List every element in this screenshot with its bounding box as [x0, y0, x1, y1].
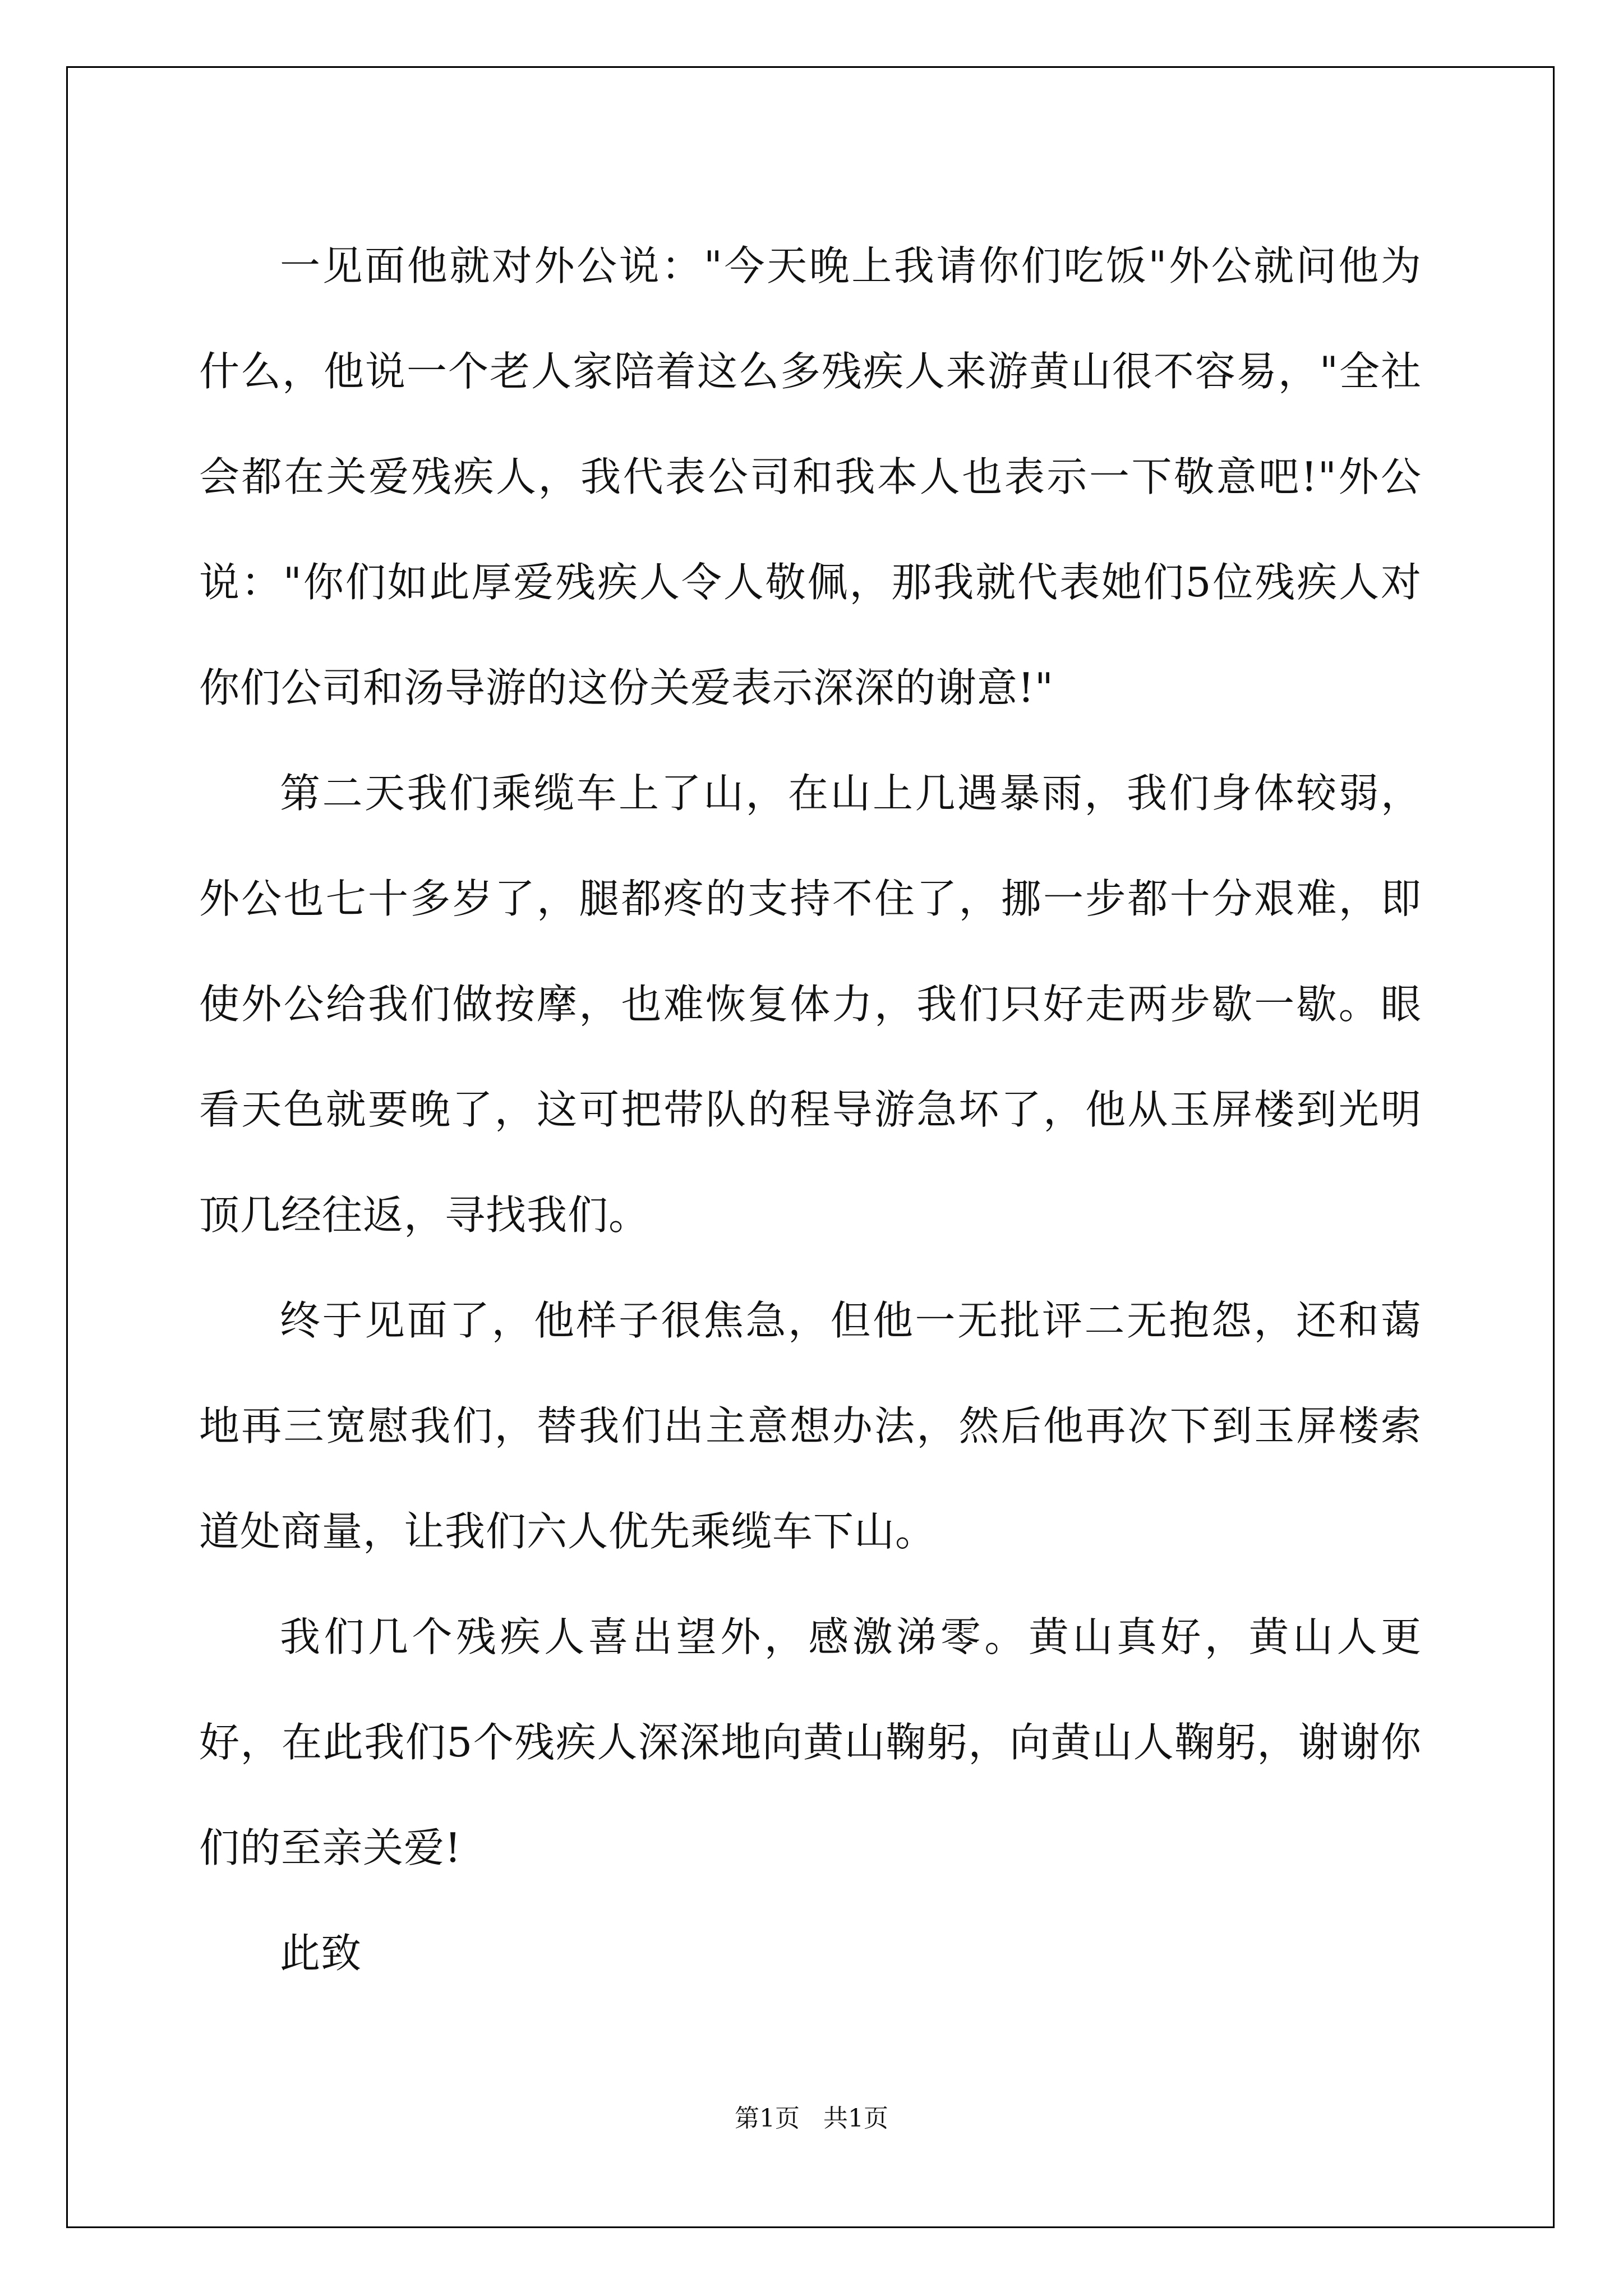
letter-body	[199, 213, 1422, 2006]
paragraph-2: 第二天我们乘缆车上了山，在山上几遇暴雨，我们身体较弱，外公也七十多岁了，腿都疼的支持不住了，挪一步都十分艰难，即使外公给我们做按摩，也难恢复体力，我们只好走两步歇一歇。眼看天色就要晚了，这可把带队的程导游急坏了，他从玉屏楼到光明顶几经往返，寻找我们。	[199, 770, 1422, 1239]
paragraph-1: 一见面他就对外公说："今天晚上我请你们吃饭"外公就问他为什么，他说一个老人家陪着这么多残疾人来游黄山很不容易，"全社会都在关爱残疾人，我代表公司和我本人也表示一下敬意吧!"外公说："你们如此厚爱残疾人令人敬佩，那我就代表她们5位残疾人对你们公司和汤导游的这份关爱表示深深的谢意!"	[199, 242, 1422, 711]
paragraph-3: 终于见面了，他样子很焦急，但他一无批评二无抱怨，还和蔼地再三宽慰我们，替我们出主意想办法，然后他再次下到玉屏楼索道处商量，让我们六人优先乘缆车下山。	[199, 1297, 1422, 1555]
page-footer: 第1页 共1页	[735, 2104, 888, 2133]
closing-salutation: 此致	[280, 1930, 362, 1977]
paragraph-4: 我们几个残疾人喜出望外，感激涕零。黄山真好，黄山人更好，在此我们5个残疾人深深地向黄山鞠躬，向黄山人鞠躬，谢谢你们的至亲关爱!	[199, 1613, 1422, 1871]
